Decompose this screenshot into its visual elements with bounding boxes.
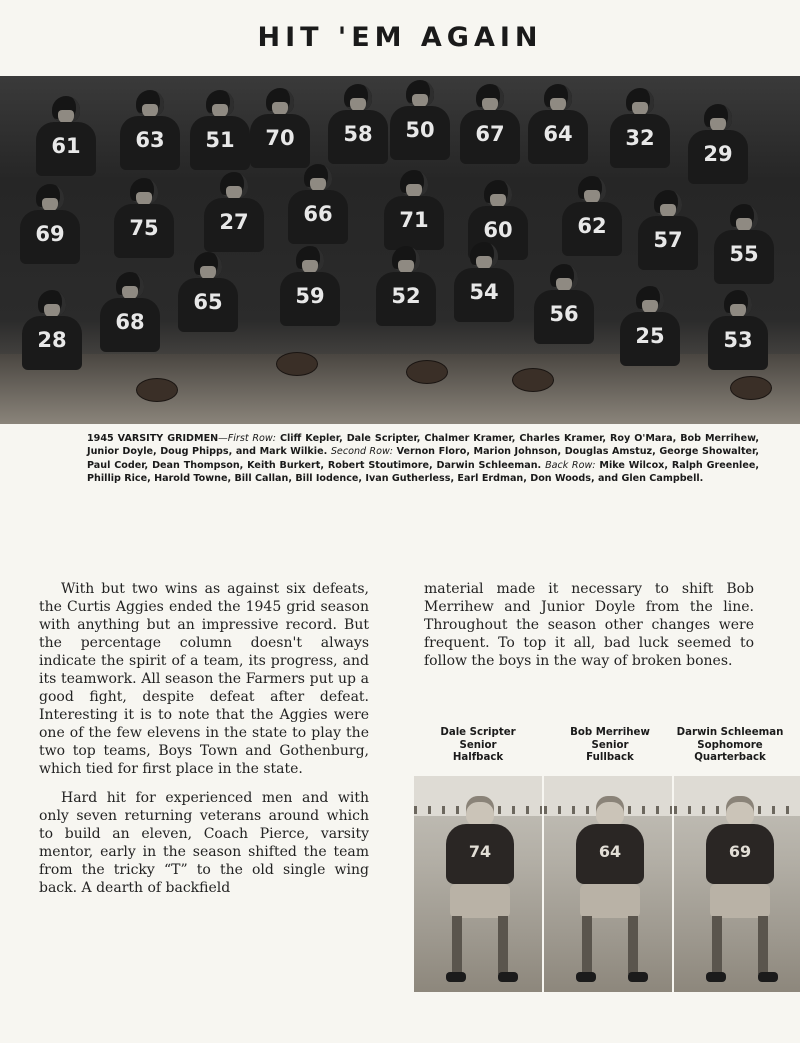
team-player	[202, 172, 266, 252]
football	[136, 378, 178, 402]
team-photo	[0, 76, 800, 424]
team-player	[20, 290, 84, 370]
team-player	[326, 84, 390, 164]
caption-heading: 1945 VARSITY GRIDMEN	[87, 433, 219, 444]
jersey-number: 54	[469, 280, 499, 304]
player-position: Halfback	[452, 752, 504, 763]
team-player	[712, 204, 776, 284]
jersey-number: 59	[295, 284, 325, 308]
jersey-number: 53	[723, 328, 753, 352]
team-player	[388, 80, 452, 160]
jersey-number: 69	[728, 842, 752, 861]
team-player	[636, 190, 700, 270]
team-player	[112, 178, 176, 258]
backfield-photos	[414, 776, 800, 992]
backfield-player	[702, 796, 778, 986]
team-photo-caption	[87, 432, 759, 485]
backfield-photo	[674, 776, 800, 992]
caption-back-row-label: Back Row:	[545, 459, 596, 471]
jersey-number: 66	[303, 202, 333, 226]
team-player	[526, 84, 590, 164]
caption-second-row-names: Vernon Floro, Marion Johnson, Douglas Amstuz, George Showalter, Paul Coder, Dean Thompson, Keith Burkert, Robert Stoutimore, Darwin Schleeman.	[87, 446, 759, 471]
team-player	[452, 242, 516, 322]
backfield-player	[442, 796, 518, 986]
jersey-number: 75	[129, 216, 159, 240]
caption-first-row-label: —First Row:	[218, 433, 276, 444]
team-player	[18, 184, 82, 264]
jersey-number: 56	[549, 302, 579, 326]
player-name: Dale Scripter	[440, 727, 516, 738]
jersey-number: 74	[468, 842, 492, 861]
team-player	[382, 170, 446, 250]
jersey-number: 61	[51, 134, 81, 158]
team-player	[532, 264, 596, 344]
jersey-number: 27	[219, 210, 249, 234]
team-player	[278, 246, 342, 326]
team-player	[560, 176, 624, 256]
backfield-label-2	[540, 727, 680, 765]
player-year: Senior	[459, 739, 497, 751]
article-paragraph: Hard hit for experienced men and with only seven returning veterans around which to build an eleven, Coach Pierce, varsity mentor, early in the season shifted the team from the tricky “T” to the old single wing back. A dearth of backfield	[39, 790, 369, 896]
jersey-number: 67	[475, 122, 505, 146]
team-player	[188, 90, 252, 170]
team-player	[706, 290, 770, 370]
jersey-number: 68	[115, 310, 145, 334]
article-left-column	[39, 580, 369, 908]
player-name: Bob Merrihew	[570, 727, 650, 738]
backfield-label-1	[408, 727, 548, 765]
player-position: Fullback	[586, 752, 634, 763]
player-position: Quarterback	[694, 752, 766, 763]
article-paragraph: With but two wins as against six defeats, the Curtis Aggies ended the 1945 grid season with anything but an impressive record. But the percentage column doesn't always indicate the spirit of a team, its progress, and its teamwork. All season the Farmers put up a good fight, despite defeat after defeat. Interesting it is to note that the Aggies were one of the few elevens in the state to play the two top teams, Boys Town and Gothenburg, which tied for first place in the state.	[39, 581, 369, 777]
jersey-number: 63	[135, 128, 165, 152]
football	[512, 368, 554, 392]
jersey-number: 62	[577, 214, 607, 238]
football	[730, 376, 772, 400]
caption-second-row-label: Second Row:	[330, 446, 394, 458]
team-player	[686, 104, 750, 184]
team-player	[248, 88, 312, 168]
football	[406, 360, 448, 384]
team-player	[608, 88, 672, 168]
jersey-number: 51	[205, 128, 235, 152]
article-right-column	[424, 580, 754, 681]
team-player	[118, 90, 182, 170]
article-paragraph: material made it necessary to shift Bob Merrihew and Junior Doyle from the line. Throughout the season other changes were frequent. To top it all, bad luck seemed to follow the boys in the way of broken bones.	[424, 581, 754, 669]
jersey-number: 25	[635, 324, 665, 348]
team-player	[286, 164, 350, 244]
jersey-number: 57	[653, 228, 683, 252]
jersey-number: 70	[265, 126, 295, 150]
team-player	[34, 96, 98, 176]
player-year: Senior	[591, 739, 629, 751]
caption-first-row-names: Cliff Kepler, Dale Scripter, Chalmer Kramer, Charles Kramer, Roy O'Mara, Bob Merrihew, Junior Doyle, Doug Phipps, and Mark Wilkie.	[87, 433, 759, 458]
jersey-number: 29	[703, 142, 733, 166]
jersey-number: 69	[35, 222, 65, 246]
caption-back-row-names: Mike Wilcox, Ralph Greenlee, Phillip Rice, Harold Towne, Bill Callan, Bill Iodence, Ivan Gutherless, Earl Erdman, Don Woods, and Glen Campbell.	[87, 459, 759, 484]
jersey-number: 64	[543, 122, 573, 146]
jersey-number: 52	[391, 284, 421, 308]
player-name: Darwin Schleeman	[676, 727, 784, 738]
jersey-number: 50	[405, 118, 435, 142]
jersey-number: 64	[598, 842, 622, 861]
jersey-number: 32	[625, 126, 655, 150]
jersey-number: 58	[343, 122, 373, 146]
backfield-photo	[414, 776, 544, 992]
jersey-number: 55	[729, 242, 759, 266]
jersey-number: 60	[483, 218, 513, 242]
page-title: HIT 'EM AGAIN	[257, 22, 543, 53]
team-player	[458, 84, 522, 164]
football	[276, 352, 318, 376]
backfield-player	[572, 796, 648, 986]
backfield-label-3	[660, 727, 800, 765]
team-player	[618, 286, 682, 366]
jersey-number: 65	[193, 290, 223, 314]
team-player	[374, 246, 438, 326]
player-year: Sophomore	[697, 739, 763, 751]
team-player	[98, 272, 162, 352]
jersey-number: 28	[37, 328, 67, 352]
team-player	[176, 252, 240, 332]
jersey-number: 71	[399, 208, 429, 232]
backfield-photo	[544, 776, 674, 992]
